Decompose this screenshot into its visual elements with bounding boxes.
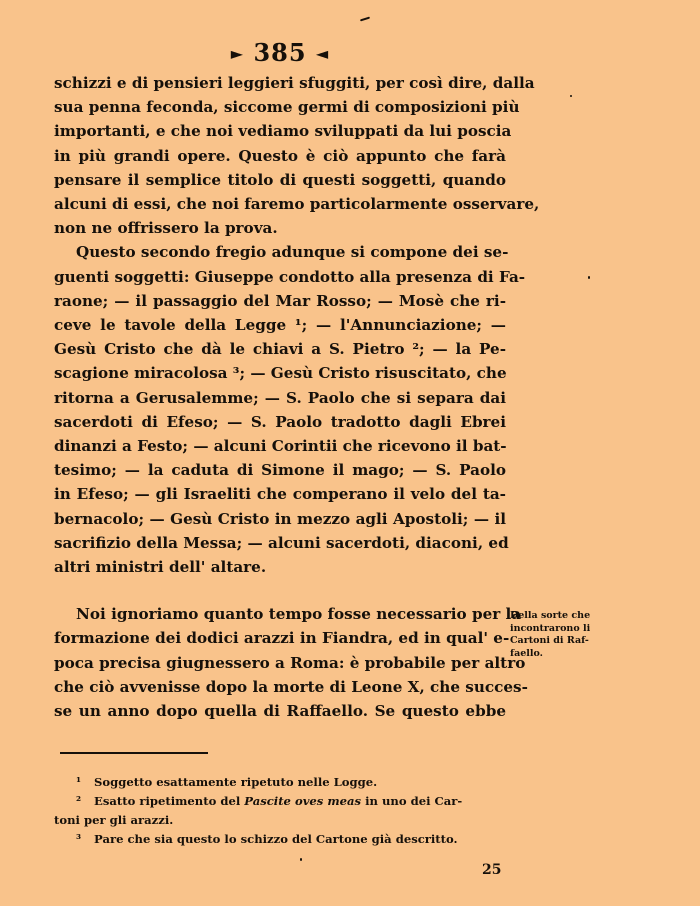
footnote-text: Soggetto esattamente ripetuto nelle Logge.: [94, 775, 378, 789]
main-text: [54, 71, 540, 723]
paragraph-3: [54, 602, 528, 723]
ink-speck: [570, 95, 572, 97]
ink-speck: [300, 858, 302, 861]
margin-note-line: Cartoni di Raf-: [510, 635, 589, 646]
footnote-number: ³: [76, 832, 82, 846]
text-line: scagione miracolosa ³; — Gesù Cristo risuscitato, che: [54, 364, 507, 383]
text-line: Gesù Cristo che dà le chiavi a S. Pietro ²; — la Pe-: [54, 340, 506, 359]
footnote-2: [54, 792, 506, 811]
text-line: ceve le tavole della Legge ¹; — l'Annunciazione; —: [54, 316, 506, 335]
page-number-value: 385: [253, 38, 307, 67]
text-line: raone; — il passaggio del Mar Rosso; — Mosè che ri-: [54, 291, 506, 310]
text-line: se un anno dopo quella di Raffaello. Se questo ebbe: [54, 702, 506, 721]
ink-speck: [360, 17, 370, 22]
text-line: sua penna feconda, siccome germi di composizioni più: [54, 98, 520, 117]
text-line: altri ministri dell' altare.: [54, 558, 267, 577]
text-line: bernacolo; — Gesù Cristo in mezzo agli Apostoli; — il: [54, 509, 506, 528]
text-line: alcuni di essi, che noi faremo particolarmente osservare,: [54, 195, 540, 214]
text-line: pensare il semplice titolo di questi soggetti, quando: [54, 170, 506, 189]
margin-note-line: faello.: [510, 647, 543, 659]
ink-speck: [588, 276, 590, 279]
text-line: tesimo; — la caduta di Simone il mago; — S. Paolo: [54, 461, 506, 480]
text-line: che ciò avvenisse dopo la morte di Leone X, che succes-: [54, 677, 528, 696]
footnotes: [54, 773, 506, 849]
left-ornament-icon: ►: [230, 44, 245, 63]
text-line: schizzi e di pensieri leggieri sfuggiti, per così dire, dalla: [54, 74, 535, 92]
footnote-italic-title: Pascite oves meas: [244, 794, 362, 808]
footnote-2-continued: toni per gli arazzi.: [54, 813, 174, 827]
text-line: poca precisa giugnessero a Roma: è probabile per altro: [54, 653, 526, 672]
paragraph-2: [54, 240, 526, 579]
margin-note-line: incontrarono li: [510, 622, 591, 634]
text-line: Noi ignoriamo quanto tempo fosse necessario per la: [76, 605, 522, 624]
paragraph-1: [54, 71, 540, 240]
text-line: in più grandi opere. Questo è ciò appunto che farà: [54, 146, 506, 165]
right-ornament-icon: ◄: [315, 44, 330, 63]
footnote-number: ²: [76, 794, 82, 808]
text-line: formazione dei dodici arazzi in Fiandra, ed in qual' e-: [54, 629, 510, 648]
text-line: importanti, e che noi vediamo sviluppati da lui poscia: [54, 122, 512, 141]
text-line: in Efeso; — gli Israeliti che comperano il velo del ta-: [54, 485, 506, 504]
text-line: dinanzi a Festo; — alcuni Corintii che ricevono il bat-: [54, 437, 507, 456]
footnote-text: Pare che sia questo lo schizzo del Cartone già descritto.: [94, 832, 458, 846]
text-line: ritorna a Gerusalemme; — S. Paolo che si separa dai: [54, 388, 506, 407]
footnote-text: Esatto ripetimento del: [94, 794, 245, 808]
footnote-number: ¹: [76, 775, 82, 789]
text-line: sacerdoti di Efeso; — S. Paolo tradotto dagli Ebrei: [54, 412, 506, 431]
text-line: guenti soggetti: Giuseppe condotto alla presenza di Fa-: [54, 267, 526, 286]
footnote-1: [54, 773, 506, 792]
text-line: Questo secondo fregio adunque si compone dei se-: [76, 243, 509, 262]
signature-mark: 25: [482, 862, 502, 878]
footnote-text: in uno dei Car-: [361, 794, 463, 808]
text-line: non ne offrissero la prova.: [54, 219, 278, 238]
text-line: sacrifizio della Messa; — alcuni sacerdoti, diaconi, ed: [54, 533, 509, 552]
footnote-3: [54, 830, 506, 849]
page-number: [0, 38, 560, 67]
footnote-rule: [60, 752, 208, 754]
margin-note: [510, 610, 610, 660]
paragraph-gap: [54, 579, 506, 602]
margin-note-line: Della sorte che: [510, 610, 591, 621]
